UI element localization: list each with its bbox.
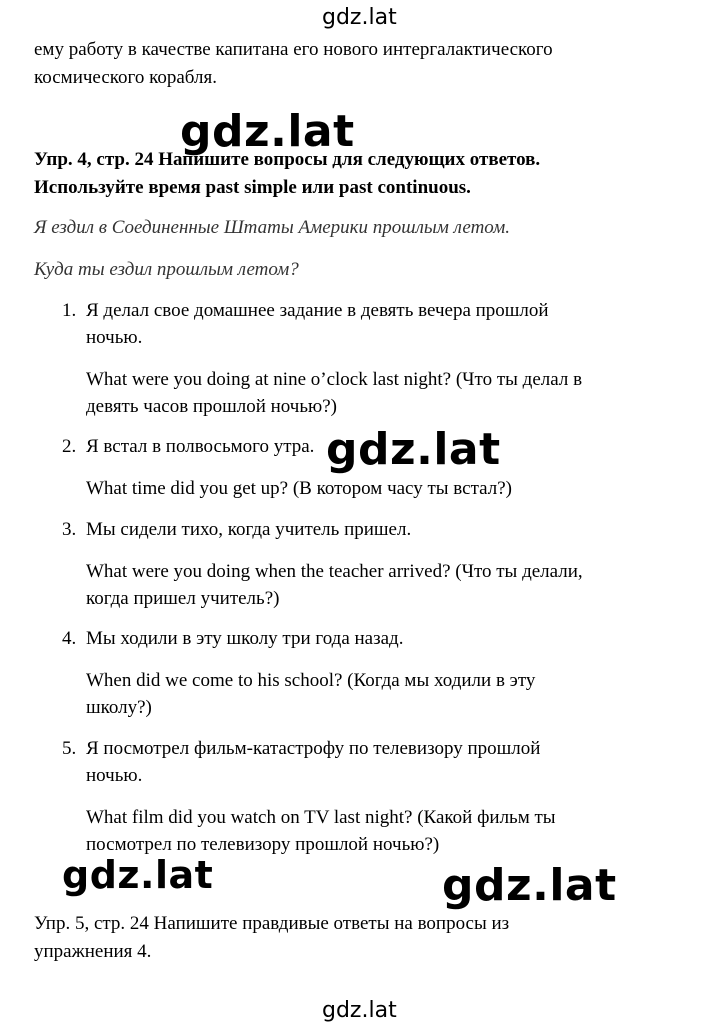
item-5-answer-line-1: What film did you watch on TV last night? (Какой фильм ты — [86, 807, 556, 828]
item-1-answer-line-2: девять часов прошлой ночью?) — [86, 396, 337, 417]
item-3-statement-line-1: Мы сидели тихо, когда учитель пришел. — [86, 519, 412, 540]
item-1-number: 1. — [62, 300, 77, 321]
watermark-3: gdz.lat — [62, 853, 214, 897]
item-1-statement-line-2: ночью. — [86, 327, 143, 348]
item-4-statement-line-1: Мы ходили в эту школу три года назад. — [86, 628, 404, 649]
exercise-4-heading-line-1: Упр. 4, стр. 24 Напишите вопросы для следующих ответов. — [34, 149, 541, 170]
watermark-bottom: gdz.lat — [322, 998, 397, 1023]
item-3-answer-line-1: What were you doing when the teacher arrived? (Что ты делали, — [86, 561, 583, 582]
exercise-5-line-1: Упр. 5, стр. 24 Напишите правдивые ответы на вопросы из — [34, 913, 510, 934]
item-3-number: 3. — [62, 519, 77, 540]
item-5-statement-line-2: ночью. — [86, 765, 143, 786]
watermark-2: gdz.lat — [326, 424, 501, 475]
example-question: Куда ты ездил прошлым летом? — [34, 259, 299, 280]
item-1-answer-line-1: What were you doing at nine o’clock last night? (Что ты делал в — [86, 369, 583, 390]
exercise-4-heading-line-2: Используйте время past simple или past continuous. — [34, 177, 471, 198]
exercise-5-line-2: упражнения 4. — [34, 941, 152, 962]
item-2-answer-line-1: What time did you get up? (В котором часу ты встал?) — [86, 478, 512, 499]
item-4-number: 4. — [62, 628, 77, 649]
item-5-answer-line-2: посмотрел по телевизору прошлой ночью?) — [86, 834, 440, 855]
item-2-number: 2. — [62, 436, 77, 457]
item-3-answer-line-2: когда пришел учитель?) — [86, 588, 280, 609]
watermark-top: gdz.lat — [322, 5, 397, 30]
item-5-number: 5. — [62, 738, 77, 759]
example-answer: Я ездил в Соединенные Штаты Америки прошлым летом. — [34, 217, 510, 238]
watermark-4: gdz.lat — [442, 860, 617, 911]
item-4-answer-line-1: When did we come to his school? (Когда мы ходили в эту — [86, 670, 536, 691]
watermark-1: gdz.lat — [180, 106, 355, 157]
item-4-answer-line-2: школу?) — [86, 697, 152, 718]
item-2-statement-line-1: Я встал в полвосьмого утра. — [86, 436, 315, 457]
item-5-statement-line-1: Я посмотрел фильм-катастрофу по телевизору прошлой — [86, 738, 541, 759]
item-1-statement-line-1: Я делал свое домашнее задание в девять вечера прошлой — [86, 300, 549, 321]
intro-line-1: ему работу в качестве капитана его нового интергалактического — [34, 39, 553, 60]
intro-line-2: космического корабля. — [34, 67, 217, 88]
